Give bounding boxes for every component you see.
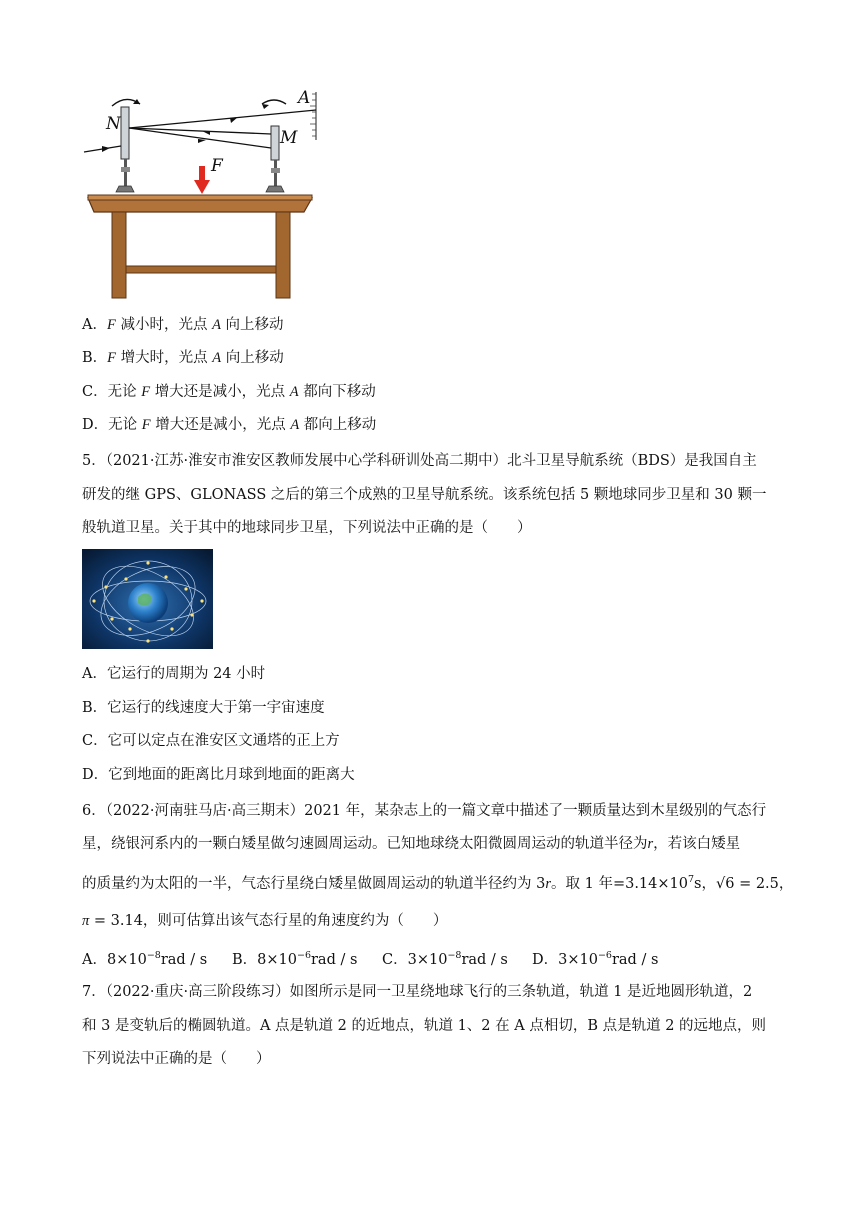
label-f: F <box>211 156 223 176</box>
label-m: M <box>280 128 298 148</box>
q7-stem-line-3: 下列说法中正确的是（ ） <box>82 1051 271 1067</box>
q7-stem-line-2: 和 3 是变轨后的椭圆轨道。A 点是轨道 2 的近地点，轨道 1、2 在 A 点相切，B 点是轨道 2 的远地点，则 <box>82 1018 767 1034</box>
q6-stem-line-1: 6．（2022·河南驻马店·高三期末）2021 年，某杂志上的一篇文章中描述了一颗质量达到木星级别的气态行 <box>82 803 767 819</box>
q6-option-a[interactable]: A．$8\times 10^{-8}rad / s$ <box>82 950 208 968</box>
q6-option-b[interactable]: B．$8\times 10^{-6}rad / s$ <box>232 950 358 968</box>
q6-stem-line-2: 星，绕银河系内的一颗白矮星做匀速圆周运动。已知地球绕太阳微圆周运动的轨道半径为r，若该白矮星 <box>82 836 741 852</box>
q4-option-b[interactable]: B．F 增大时，光点 A 向上移动 <box>82 350 284 366</box>
q4-option-c[interactable]: C．无论 F 增大还是减小，光点 A 都向下移动 <box>82 384 376 400</box>
q5-stem-line-3: 般轨道卫星。关于其中的地球同步卫星，下列说法中正确的是（ ） <box>82 520 532 536</box>
q7-stem-line-1: 7．（2022·重庆·高三阶段练习）如图所示是同一卫星绕地球飞行的三条轨道，轨道 1 是近地圆形轨道，2 <box>82 984 753 1000</box>
q6-stem-line-4: π = 3.14，则可估算出该气态行星的角速度约为（ ） <box>82 913 448 929</box>
q6-option-d[interactable]: D．$3\times 10^{-6}rad / s$ <box>532 950 659 968</box>
q4-option-a[interactable]: A．F 减小时，光点 A 向上移动 <box>82 317 284 333</box>
q5-option-b[interactable]: B．它运行的线速度大于第一宇宙速度 <box>82 700 325 716</box>
apparatus-figure <box>80 88 320 304</box>
q5-option-d[interactable]: D．它到地面的距离比月球到地面的距离大 <box>82 767 355 783</box>
q6-option-c[interactable]: C．$3\times 10^{-8}rad / s$ <box>382 950 508 968</box>
q5-option-c[interactable]: C．它可以定点在淮安区文通塔的正上方 <box>82 733 340 749</box>
beidou-satellite-image <box>82 549 213 649</box>
q5-option-a[interactable]: A．它运行的周期为 24 小时 <box>82 666 266 682</box>
q5-stem-line-1: 5．（2021·江苏·淮安市淮安区教师发展中心学科研训处高二期中）北斗卫星导航系统（BDS）是我国自主 <box>82 453 757 469</box>
q6-stem-line-3: 的质量约为太阳的一半，气态行星绕白矮星做圆周运动的轨道半径约为 3r。取 1 年$=3.14\times 10^7s$，√6 = 2.5， <box>82 874 794 892</box>
label-a: A <box>298 88 311 108</box>
label-n: N <box>106 114 121 134</box>
q4-option-d[interactable]: D．无论 F 增大还是减小，光点 A 都向上移动 <box>82 417 377 433</box>
q5-stem-line-2: 研发的继 GPS、GLONASS 之后的第三个成熟的卫星导航系统。该系统包括 5 颗地球同步卫星和 30 颗一 <box>82 487 767 503</box>
